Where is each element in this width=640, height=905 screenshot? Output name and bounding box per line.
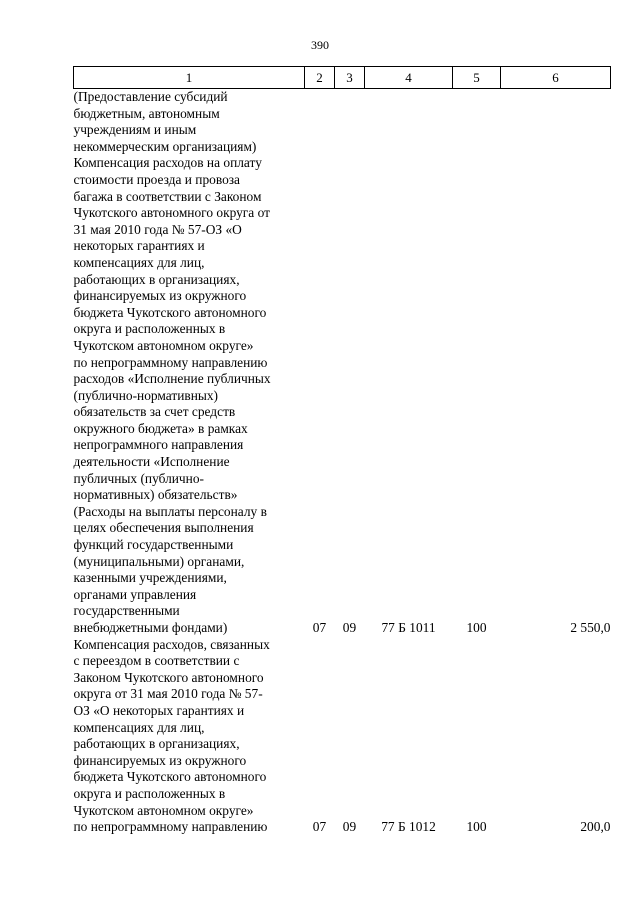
column-header: 3 bbox=[335, 67, 365, 89]
section-code: 07 bbox=[312, 819, 327, 835]
target-article-code: 77 Б 1012 bbox=[381, 819, 436, 835]
table-row bbox=[74, 89, 611, 156]
description-line: функций государственными bbox=[73, 537, 234, 553]
description-line: казенными учреждениями, bbox=[73, 570, 227, 586]
description-line: учреждениям и иным bbox=[73, 122, 197, 138]
description-line: Компенсация расходов на оплату bbox=[73, 155, 262, 171]
table-body bbox=[74, 89, 611, 836]
description-line: бюджета Чукотского автономного bbox=[73, 769, 267, 785]
expense-type-code: 100 bbox=[466, 620, 487, 635]
amount: 2 550,0 bbox=[570, 620, 611, 635]
subsection-code: 09 bbox=[342, 819, 357, 835]
description-line: 31 мая 2010 года № 57-ОЗ «О bbox=[73, 221, 242, 237]
description-line: с переездом в соответствии с bbox=[73, 653, 240, 669]
description-line: внебюджетными фондами) bbox=[73, 620, 228, 635]
row-description bbox=[74, 637, 305, 836]
description-line: стоимости проезда и провоза bbox=[73, 171, 241, 187]
budget-table bbox=[73, 66, 611, 836]
section-code: 07 bbox=[312, 620, 327, 635]
description-line: целях обеспечения выполнения bbox=[73, 520, 254, 536]
description-line: Чукотском автономном округе» bbox=[73, 337, 254, 353]
description-line: бюджета Чукотского автономного bbox=[73, 304, 267, 320]
table-row bbox=[74, 637, 611, 836]
description-line: финансируемых из окружного bbox=[73, 288, 247, 304]
description-line: некоммерческим организациям) bbox=[73, 138, 257, 154]
description-line: нормативных) обязательств» bbox=[73, 487, 238, 503]
description-line: непрограммного направления bbox=[73, 437, 244, 453]
description-line: (муниципальными) органами, bbox=[73, 553, 245, 569]
description-line: багажа в соответствии с Законом bbox=[73, 188, 262, 204]
column-header: 4 bbox=[365, 67, 453, 89]
description-line: (публично-нормативных) bbox=[73, 387, 219, 403]
description-line: обязательств за счет средств bbox=[73, 404, 236, 420]
description-line: компенсациях для лиц, bbox=[73, 254, 205, 270]
column-header: 5 bbox=[453, 67, 501, 89]
column-header: 6 bbox=[501, 67, 611, 89]
description-line: округа и расположенных в bbox=[73, 785, 226, 801]
description-line: (Расходы на выплаты персоналу в bbox=[73, 503, 267, 519]
description-line: органами управления bbox=[73, 586, 197, 602]
description-line: округа и расположенных в bbox=[73, 321, 226, 337]
target-article-code bbox=[365, 89, 453, 156]
column-header: 2 bbox=[305, 67, 335, 89]
expense-type-code bbox=[453, 89, 501, 156]
description-line: публичных (публично- bbox=[73, 470, 204, 486]
description-line: Законом Чукотского автономного bbox=[73, 669, 264, 685]
table-header-row bbox=[74, 67, 611, 89]
target-article-code: 77 Б 1011 bbox=[381, 620, 436, 635]
row-description bbox=[74, 89, 305, 156]
description-line: округа от 31 мая 2010 года № 57- bbox=[73, 686, 263, 702]
description-line: государственными bbox=[73, 603, 180, 619]
column-header: 1 bbox=[74, 67, 305, 89]
description-line: по непрограммному направлению bbox=[73, 819, 268, 835]
amount: 200,0 bbox=[580, 819, 611, 835]
description-line: бюджетным, автономным bbox=[73, 105, 220, 121]
description-line: Чукотском автономном округе» bbox=[73, 802, 254, 818]
description-line: некоторых гарантиях и bbox=[73, 238, 205, 254]
description-line: деятельности «Исполнение bbox=[73, 454, 230, 470]
section-code bbox=[305, 89, 335, 156]
description-line: финансируемых из окружного bbox=[73, 752, 247, 768]
description-line: работающих в организациях, bbox=[73, 736, 240, 752]
expense-type-code: 100 bbox=[466, 819, 487, 835]
subsection-code bbox=[335, 89, 365, 156]
description-line: (Предоставление субсидий bbox=[73, 89, 228, 104]
description-line: расходов «Исполнение публичных bbox=[73, 371, 271, 387]
subsection-code: 09 bbox=[342, 620, 357, 635]
table-row bbox=[74, 155, 611, 636]
amount bbox=[501, 89, 611, 156]
description-line: работающих в организациях, bbox=[73, 271, 240, 287]
page-number: 390 bbox=[311, 38, 329, 52]
description-line: по непрограммному направлению bbox=[73, 354, 268, 370]
description-line: Чукотского автономного округа от bbox=[73, 205, 270, 221]
description-line: Компенсация расходов, связанных bbox=[73, 636, 270, 652]
description-line: ОЗ «О некоторых гарантиях и bbox=[73, 702, 245, 718]
row-description bbox=[74, 155, 305, 636]
description-line: компенсациях для лиц, bbox=[73, 719, 205, 735]
description-line: окружного бюджета» в рамках bbox=[73, 420, 248, 436]
